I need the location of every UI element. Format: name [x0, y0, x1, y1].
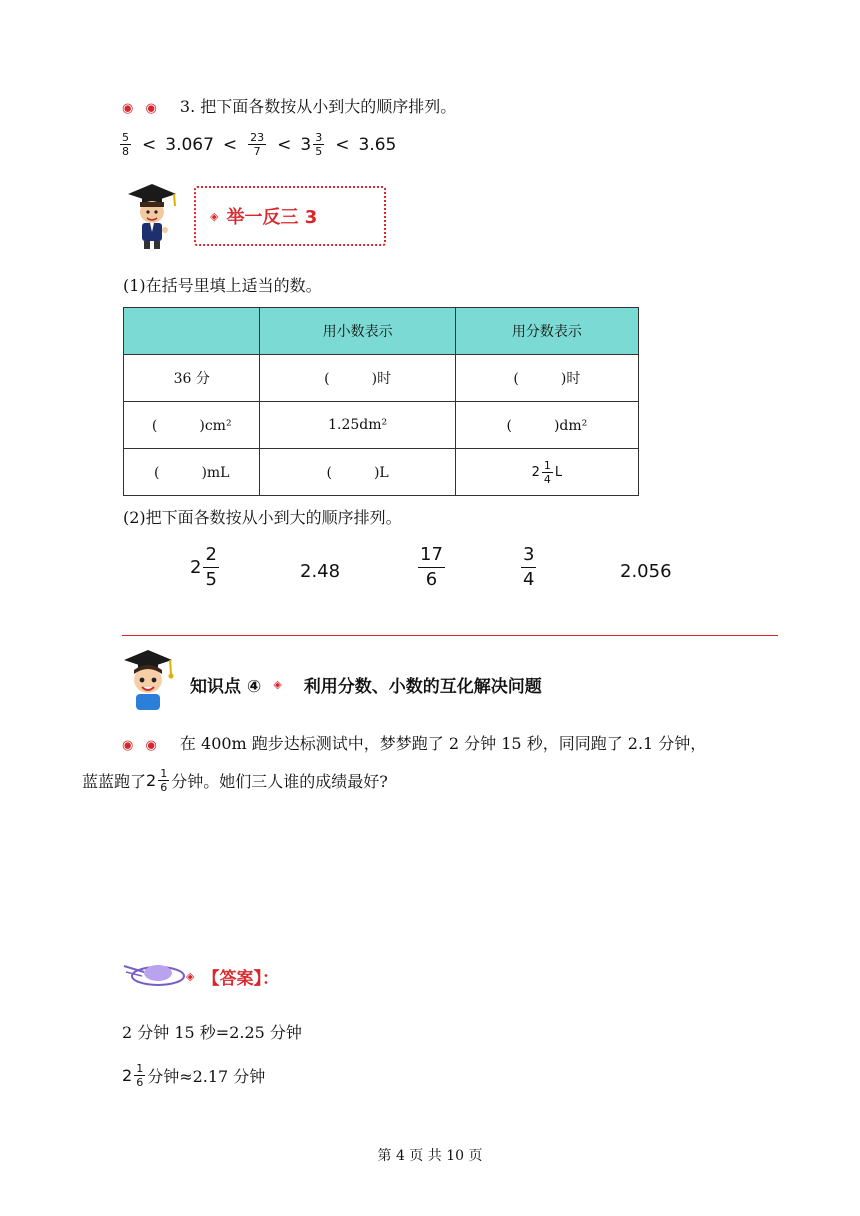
practice-label: 举一反三 3: [226, 207, 318, 228]
bullet-dots: ◉ ◉: [122, 101, 161, 116]
knowledge-point-label: 知识点 ④: [190, 677, 262, 697]
satellite-icon: [120, 958, 188, 992]
knowledge-point-header: [190, 672, 542, 697]
problem-text: 分钟。她们三人谁的成绩最好?: [171, 772, 388, 791]
scholar-mascot-image: [120, 180, 180, 250]
mixed-2-1-6: 2 $\frac{1}{6}$: [146, 767, 168, 794]
knowledge-point-title: 利用分数、小数的互化解决问题: [303, 677, 542, 697]
table-header-cell: 用小数表示: [260, 308, 455, 355]
mixed-2-1-6: 2 $\frac{1}{6}$: [122, 1062, 144, 1089]
problem-line-2: [82, 768, 388, 793]
less-than: <: [222, 134, 238, 155]
student-mascot-image: [118, 646, 178, 712]
fraction-5-8: $\frac{5}{8}$: [122, 131, 129, 158]
value-3067: 3.067: [165, 134, 214, 155]
value-365: 3.65: [358, 134, 397, 155]
conversion-table: [123, 307, 639, 496]
answer-text: 分钟≈2.17 分钟: [147, 1067, 266, 1086]
diamond-icon: ◈: [210, 209, 219, 223]
answer-line-2: [122, 1063, 265, 1088]
table-cell: ( )L: [260, 449, 455, 496]
part2-instruction: (2)把下面各数按从小到大的顺序排列。: [123, 508, 402, 527]
answer-label: 【答案】：: [202, 969, 279, 989]
mixed-3-3-5: 3 $\frac{3}{5}$: [300, 131, 323, 158]
table-header-row: [124, 308, 639, 355]
question-3-title: 3. 把下面各数按从小到大的顺序排列。: [179, 97, 457, 116]
diamond-icon: ◈: [273, 678, 282, 691]
answer-line-1: 2 分钟 15 秒=2.25 分钟: [122, 1023, 302, 1042]
table-cell: ( )时: [260, 355, 455, 402]
fraction-23-7: $\frac{23}{7}$: [250, 131, 265, 158]
part1-instruction: (1)在括号里填上适当的数。: [123, 276, 322, 295]
table-cell: ( )mL: [124, 449, 260, 496]
number-2-056: 2.056: [620, 561, 672, 582]
less-than: <: [142, 134, 157, 155]
table-row: [124, 449, 639, 496]
less-than: <: [277, 134, 292, 155]
problem-line-1: [122, 731, 706, 754]
table-row: [124, 402, 639, 449]
table-cell: ( )时: [455, 355, 638, 402]
page-footer: 第 4 页 共 10 页: [377, 1148, 483, 1164]
table-header-cell: [124, 308, 260, 355]
table-header-cell: 用分数表示: [455, 308, 638, 355]
less-than: <: [335, 134, 350, 155]
problem-text: 蓝蓝跑了: [82, 772, 147, 791]
table-cell: ( )dm²: [455, 402, 638, 449]
answer-header: [186, 964, 279, 989]
table-cell-mixed-number: 2 $\frac{1}{4}$ L: [455, 449, 638, 496]
number-2-48: 2.48: [300, 561, 341, 582]
problem-text: 在 400m 跑步达标测试中，梦梦跑了 2 分钟 15 秒，同同跑了 2.1 分钟，: [179, 734, 707, 753]
section-divider: [122, 635, 778, 636]
bullet-dots: ◉ ◉: [122, 738, 161, 753]
table-cell: ( )cm²: [124, 402, 260, 449]
number-3-4: $\frac{3}{4}$: [523, 544, 535, 590]
number-2-2-5: 2 $\frac{2}{5}$: [190, 544, 217, 590]
question-3-header: [122, 94, 456, 117]
number-17-6: $\frac{17}{6}$: [420, 544, 443, 590]
table-cell: 1.25dm²: [260, 402, 455, 449]
diamond-icon: ◈: [186, 970, 195, 983]
ordered-sequence: [118, 132, 396, 157]
practice-box: [194, 186, 386, 246]
table-row: [124, 355, 639, 402]
table-cell: 36 分: [124, 355, 260, 402]
